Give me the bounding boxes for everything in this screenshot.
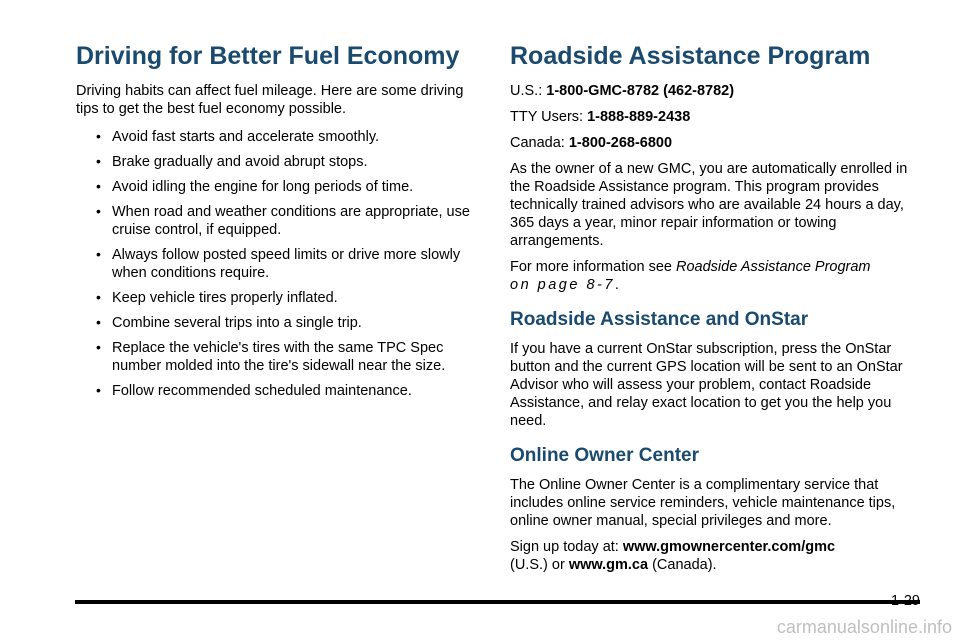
canada-phone-line [510, 134, 930, 152]
list-item [96, 153, 476, 171]
canada-phone-number: 1-800-268-6800 [568, 135, 673, 151]
tip-text: Replace the vehicle's tires with the same TPC Spec number molded into the tire's sidewall near the size. [112, 340, 446, 374]
owner-center-heading: Online Owner Center [510, 445, 699, 466]
list-item [96, 246, 476, 282]
fuel-economy-intro: Driving habits can affect fuel mileage. Here are some driving tips to get the best fuel economy possible. [76, 83, 464, 117]
bullet-icon: • [96, 246, 101, 262]
tty-phone-number: 1-888-889-2438 [587, 109, 691, 125]
list-item [96, 382, 476, 400]
bullet-icon: • [96, 153, 101, 169]
signup-mid: (U.S.) or [510, 557, 569, 573]
tip-text: When road and weather conditions are appropriate, use cruise control, if equipped. [112, 204, 470, 238]
list-item [96, 339, 476, 375]
more-info-prefix: For more information see [510, 259, 677, 275]
bullet-icon: • [96, 314, 101, 330]
page-ref: on page 8-7 [510, 277, 615, 293]
bullet-icon: • [96, 382, 101, 398]
tip-text: Keep vehicle tires properly inflated. [112, 290, 338, 306]
owner-center-text: The Online Owner Center is a complimentary service that includes online service reminders, vehicle maintenance tips, online owner manual, special privileges and more. [510, 477, 896, 529]
signup-url-us: www.gmownercenter.com/gmc [622, 539, 836, 555]
us-phone-label: U.S.: [510, 83, 547, 99]
bullet-icon: • [96, 339, 101, 355]
tip-text: Always follow posted speed limits or drive more slowly when conditions require. [112, 247, 461, 281]
us-phone-line [510, 82, 930, 100]
canada-phone-label: Canada: [510, 135, 569, 151]
tty-phone-line [510, 108, 930, 126]
tip-text: Avoid fast starts and accelerate smoothly. [112, 129, 380, 145]
tip-text: Follow recommended scheduled maintenance. [112, 383, 412, 399]
tip-text: Avoid idling the engine for long periods of time. [112, 179, 414, 195]
tip-text: Combine several trips into a single trip. [112, 315, 362, 331]
roadside-program-ref: Roadside Assistance Program [676, 259, 871, 275]
roadside-assistance-title: Roadside Assistance Program [510, 42, 871, 70]
signup-line [510, 538, 930, 574]
left-column [76, 40, 476, 407]
signup-url-canada: www.gm.ca [568, 557, 649, 573]
list-item [96, 178, 476, 196]
list-item [96, 203, 476, 239]
fuel-tips-list [76, 128, 476, 400]
us-phone-number: 1-800-GMC-8782 (462-8782) [546, 83, 735, 99]
list-item [96, 289, 476, 307]
more-info-line [510, 258, 930, 294]
tty-phone-label: TTY Users: [510, 109, 588, 125]
onstar-text: If you have a current OnStar subscription, press the OnStar button and the current GPS location will be sent to an OnStar Advisor who will assess your problem, contact Roadside Assistance, and relay exact location to get you the help you need. [510, 341, 903, 429]
list-item [96, 314, 476, 332]
fuel-economy-title: Driving for Better Fuel Economy [76, 42, 460, 70]
bullet-icon: • [96, 203, 101, 219]
right-column [510, 40, 930, 582]
signup-prefix: Sign up today at: [510, 539, 623, 555]
bullet-icon: • [96, 289, 101, 305]
bullet-icon: • [96, 178, 101, 194]
list-item [96, 128, 476, 146]
footer-rule [75, 600, 920, 604]
page-number: 1-29 [890, 593, 920, 609]
watermark-text: carmanualsonline.info [776, 617, 952, 637]
signup-suffix: (Canada). [648, 557, 717, 573]
bullet-icon: • [96, 128, 101, 144]
owner-enrollment-text: As the owner of a new GMC, you are automatically enrolled in the Roadside Assistance program. This program provides technically trained advisors who are available 24 hours a day, 365 days a year, minor repair information or towing arrangements. [510, 161, 908, 249]
onstar-heading: Roadside Assistance and OnStar [510, 309, 809, 330]
more-info-suffix: . [614, 277, 619, 293]
tip-text: Brake gradually and avoid abrupt stops. [112, 154, 368, 170]
